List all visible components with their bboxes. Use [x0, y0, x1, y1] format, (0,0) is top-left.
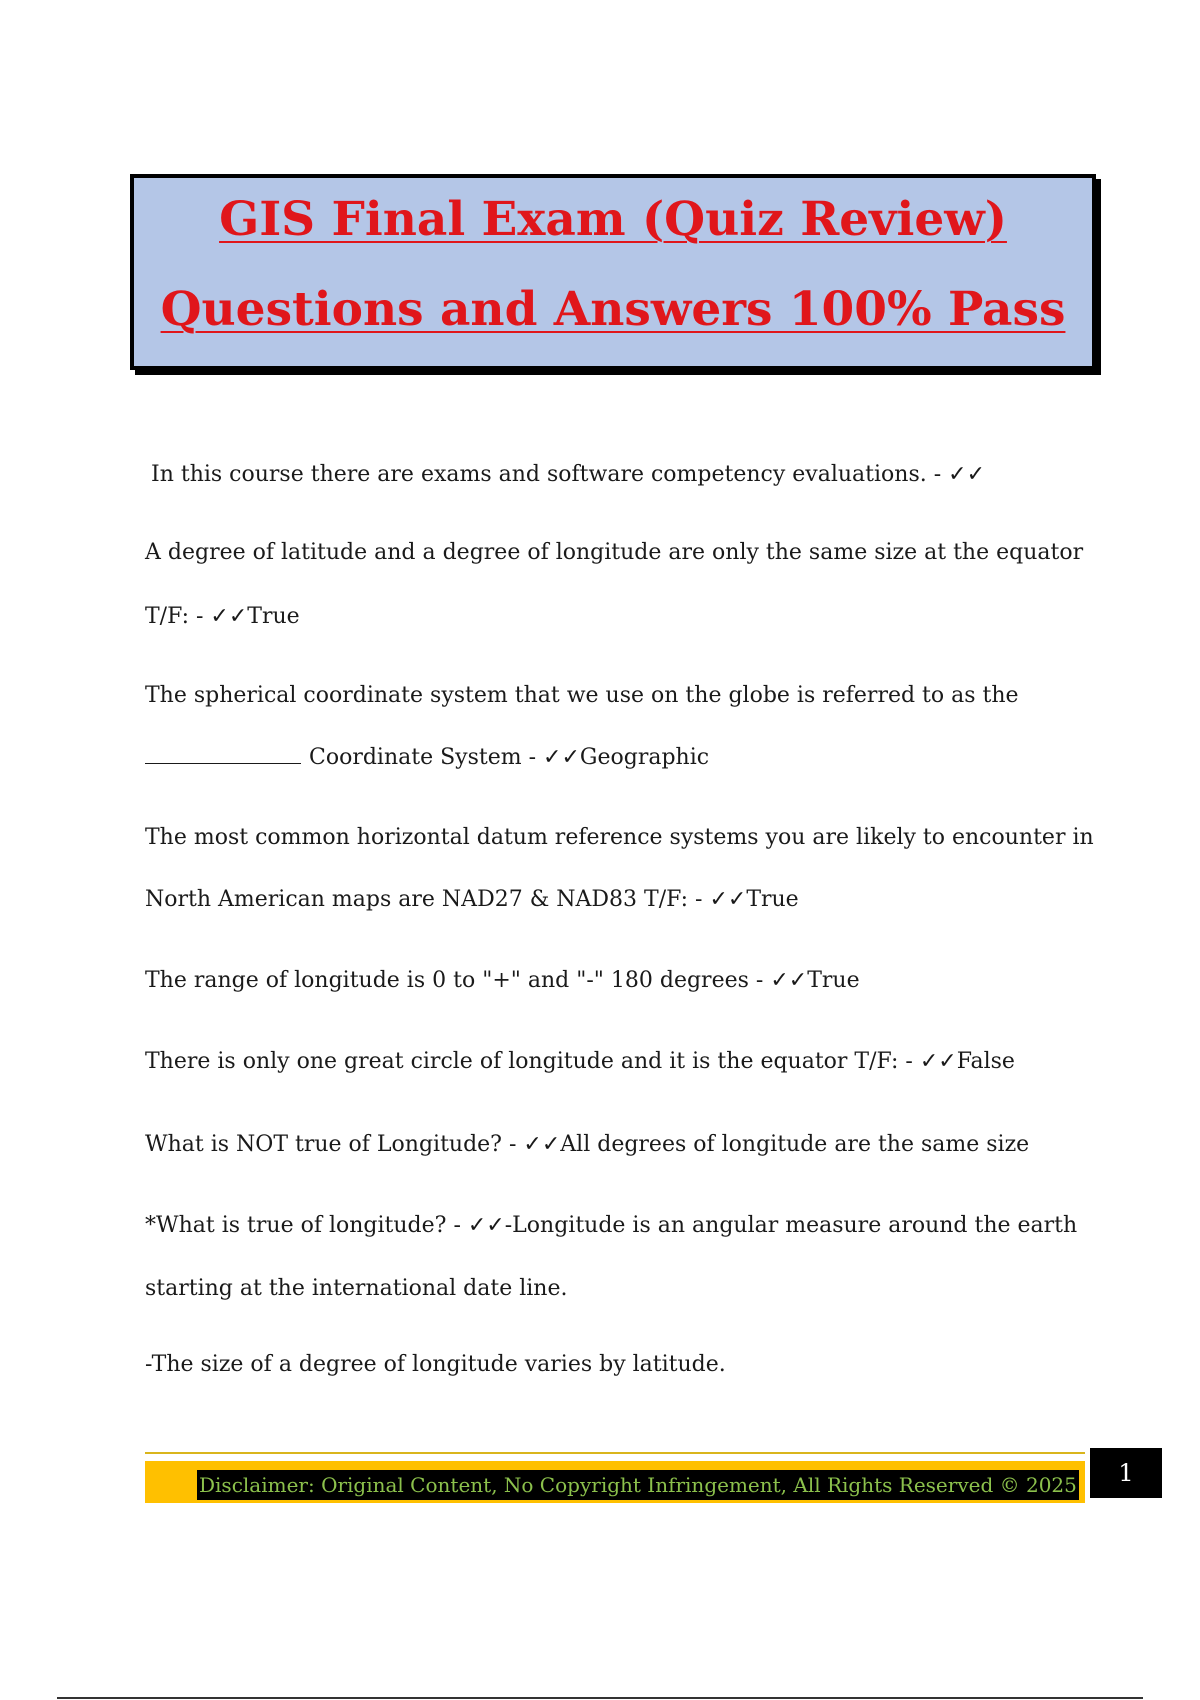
footer-divider: [145, 1452, 1085, 1454]
answer-text: False: [956, 1049, 1015, 1074]
answer-text: True: [247, 604, 300, 629]
document-title-line-1: GIS Final Exam (Quiz Review): [219, 192, 1007, 247]
question-text: What is NOT true of Longitude? -: [145, 1132, 524, 1157]
qa-item-6: [145, 1048, 1085, 1076]
check-mark-icon: ✓✓: [467, 1213, 505, 1238]
question-text: The range of longitude is 0 to "+" and "-" 180 degrees -: [145, 968, 771, 993]
check-mark-icon: ✓✓: [543, 745, 580, 770]
title-box: [130, 174, 1096, 370]
answer-text: All degrees of longitude are the same size: [560, 1132, 1030, 1157]
question-text: Coordinate System -: [309, 745, 544, 770]
answer-text: Geographic: [579, 745, 710, 770]
qa-item-2-line-2: [145, 603, 1085, 631]
qa-item-3: [145, 682, 1085, 710]
check-mark-icon: ✓✓: [709, 887, 747, 912]
document-title-line-2: Questions and Answers 100% Pass: [160, 282, 1066, 337]
qa-item-5: [145, 967, 1085, 995]
check-mark-icon: ✓✓: [919, 1049, 957, 1074]
question-text: North American maps are NAD27 & NAD83 T/F: -: [145, 887, 710, 912]
check-mark-icon: ✓✓: [523, 1132, 561, 1157]
check-mark-icon: ✓✓: [210, 604, 248, 629]
qa-item-9: [145, 1351, 1085, 1379]
question-text: The spherical coordinate system that we use on the globe is referred to as the: [145, 683, 1019, 708]
qa-item-3-line-2: [145, 744, 1085, 772]
question-text: T/F: -: [145, 604, 211, 629]
answer-text: -Longitude is an angular measure around the earth: [504, 1213, 1078, 1238]
fill-in-blank: [145, 745, 301, 764]
qa-item-4: [145, 824, 1094, 852]
answer-text: True: [807, 968, 860, 993]
answer-text: True: [746, 887, 799, 912]
qa-item-8: [145, 1212, 1085, 1240]
question-text: The most common horizontal datum reference systems you are likely to encounter in: [145, 825, 1094, 850]
question-text: *What is true of longitude? -: [145, 1213, 468, 1238]
check-mark-icon: ✓✓: [948, 462, 986, 487]
question-text: There is only one great circle of longitude and it is the equator T/F: -: [145, 1049, 920, 1074]
answer-text: -The size of a degree of longitude varies by latitude.: [145, 1352, 726, 1377]
qa-item-4-line-2: [145, 886, 1085, 914]
qa-item-8-line-2: [145, 1275, 1085, 1303]
check-mark-icon: ✓✓: [770, 968, 808, 993]
answer-text: starting at the international date line.: [145, 1276, 568, 1301]
page-number: 1: [1090, 1448, 1162, 1498]
qa-item-2: [145, 539, 1085, 567]
disclaimer-text: Disclaimer: Original Content, No Copyright Infringement, All Rights Reserved © 2025: [197, 1470, 1079, 1500]
question-text: A degree of latitude and a degree of longitude are only the same size at the equator: [145, 540, 1084, 565]
qa-item-7: [145, 1131, 1085, 1159]
question-text: In this course there are exams and software competency evaluations. -: [151, 462, 949, 487]
qa-item-1: [151, 461, 1091, 489]
page-bottom-rule: [57, 1697, 1143, 1699]
